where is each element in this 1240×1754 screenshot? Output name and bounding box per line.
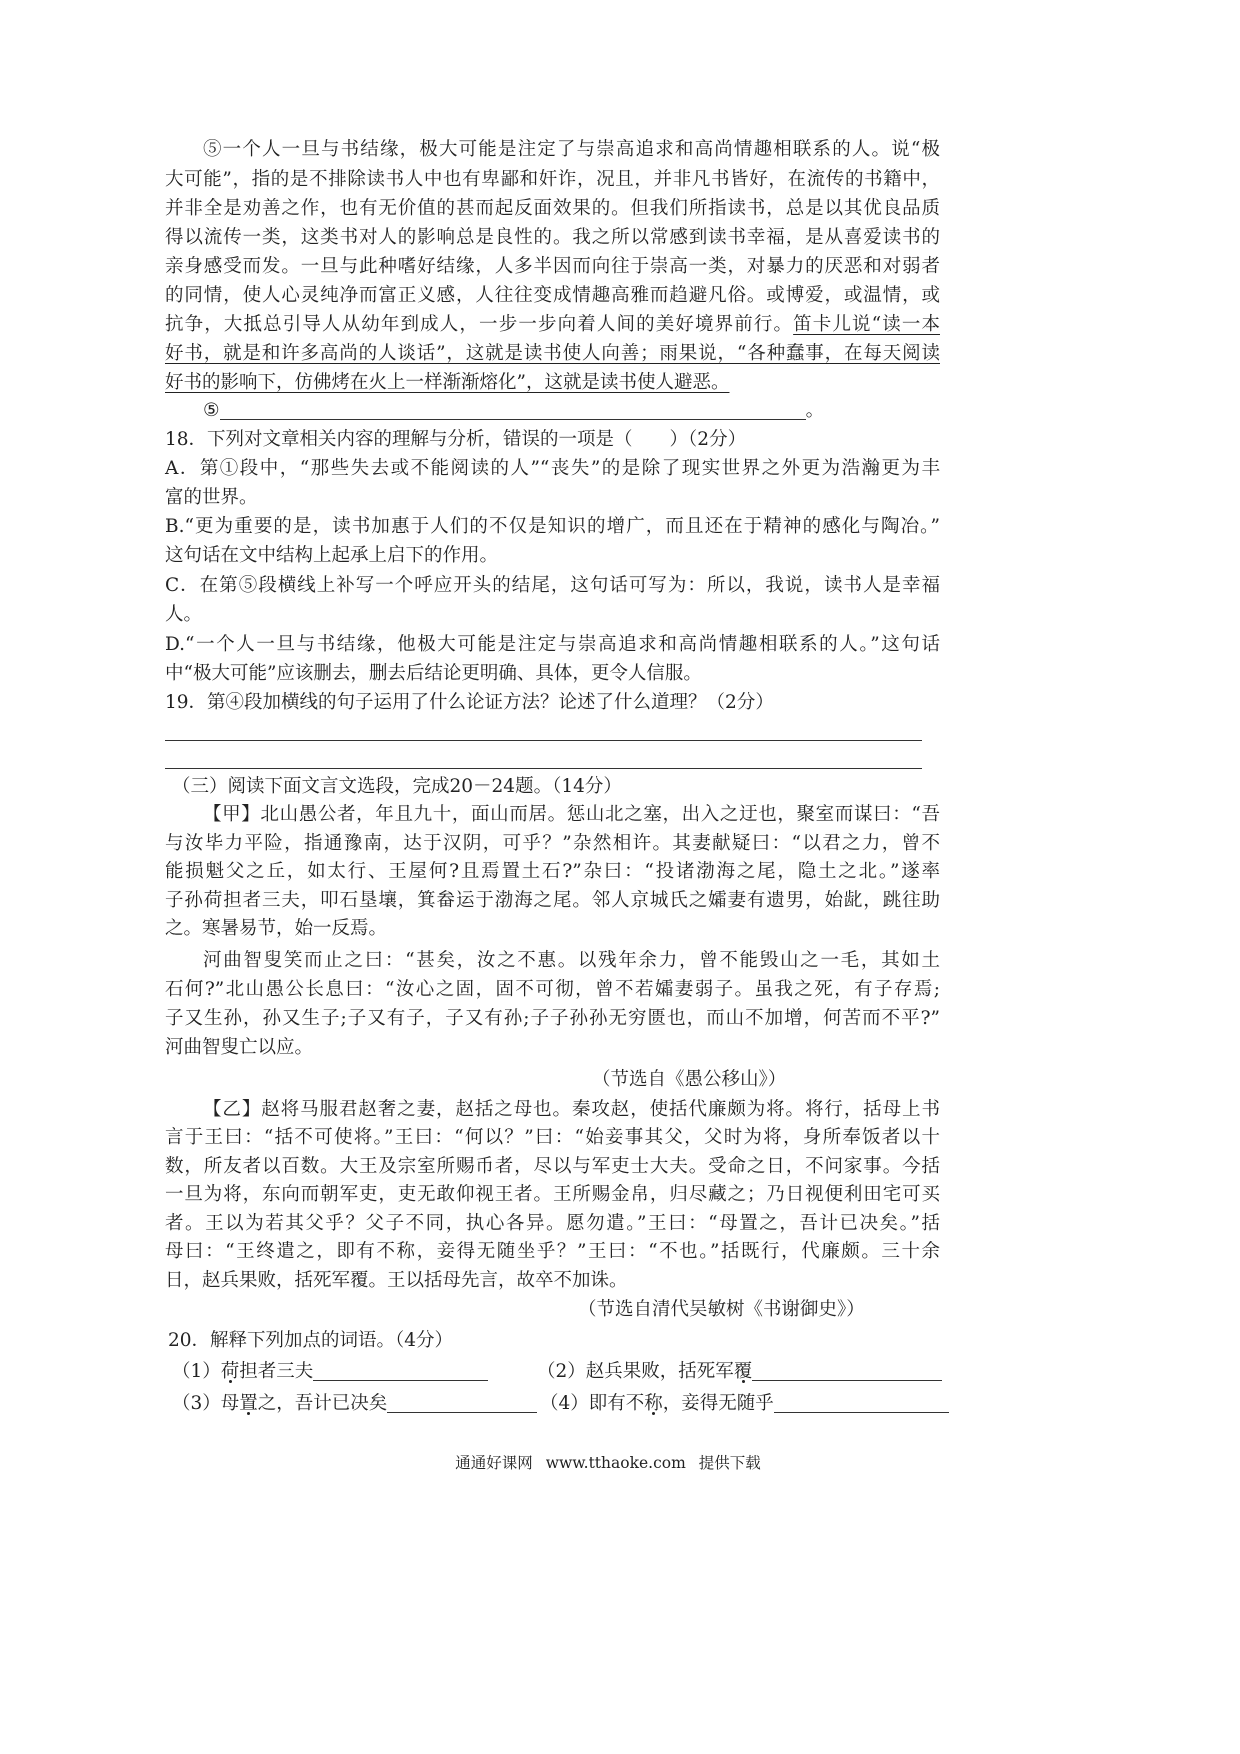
answer-line-2 xyxy=(165,768,922,769)
answer-blank-line xyxy=(774,1412,949,1413)
passage-jia-para2-line-4: 河曲智叟亡以应。 xyxy=(165,1037,314,1058)
question-18-option-b: B.“更为重要的是，读书加惠于人们的不仅是知识的增广，而且还在于精神的感化与陶冶。” xyxy=(165,516,940,537)
question-18-stem: 18．下列对文章相关内容的理解与分析，错误的一项是（ ）（2分） xyxy=(165,429,747,450)
paragraph-5-line-9 xyxy=(165,368,940,398)
question-18-option-d: D.“一个人一旦与书结缘，他极大可能是注定与崇高追求和高尚情趣相联系的人。”这句话 xyxy=(165,634,940,655)
question-20-item-1 xyxy=(172,1357,488,1387)
passage-yi-source: （节选自清代吴敏树《书谢御史》） xyxy=(578,1299,865,1320)
answer-blank-line xyxy=(220,419,806,420)
paragraph-5-line-8 xyxy=(165,339,940,369)
passage-yi-line-7: 日，赵兵果败，括死军覆。王以括母先言，故卒不加诛。 xyxy=(165,1270,628,1291)
question-20-item-4 xyxy=(540,1389,949,1419)
blank-marker: ⑤ xyxy=(203,400,220,421)
item-text: （2）赵兵果败，括死军 xyxy=(537,1361,734,1382)
underlined-sentence: 笛卡儿说“读一本 xyxy=(793,314,940,335)
dotted-character: 覆 xyxy=(733,1361,753,1382)
passage-jia-para2-line-2: 石何?”北山愚公长息曰：“汝心之固，固不可彻，曾不若孀妻弱子。虽我之死，有子存焉; xyxy=(165,979,940,1000)
dotted-character: 荷 xyxy=(220,1361,240,1382)
answer-blank-line xyxy=(387,1412,537,1413)
item-text: 担者三夫 xyxy=(239,1361,314,1382)
section-3-heading: （三）阅读下面文言文选段，完成20－24题。（14分） xyxy=(172,776,622,797)
paragraph-5-line-7 xyxy=(165,310,940,340)
passage-jia-para2-line-1: 河曲智叟笑而止之曰：“甚矣，汝之不惠。以残年余力，曾不能毁山之一毛，其如土 xyxy=(203,950,940,971)
question-20-stem: 20．解释下列加点的词语。（4分） xyxy=(168,1330,454,1351)
paragraph-5-line-4: 得以流传一类，这类书对人的影响总是良性的。我之所以常感到读书幸福，是从喜爱读书的 xyxy=(165,227,940,248)
passage-jia-line-2: 与汝毕力平险，指通豫南，达于汉阴，可乎？”杂然相许。其妻献疑曰：“以君之力，曾不 xyxy=(165,833,940,854)
underlined-sentence: 好书的影响下，仿佛烤在火上一样渐渐熔化”，这就是读书使人避恶。 xyxy=(165,372,730,393)
page-footer: 通通好课网 www.tthaoke.com 提供下载 xyxy=(455,1454,761,1472)
passage-jia-line-1: 【甲】北山愚公者，年且九十，面山而居。惩山北之塞，出入之迂也，聚室而谋曰：“吾 xyxy=(203,804,940,825)
question-18-option-a: A．第①段中，“那些失去或不能阅读的人”“丧失”的是除了现实世界之外更为浩瀚更为丰 xyxy=(165,458,940,479)
passage-jia-source: （节选自《愚公移山》） xyxy=(592,1069,787,1090)
answer-blank-line xyxy=(313,1380,488,1381)
question-18-option-d-cont: 中“极大可能”应该删去，删去后结论更明确、具体，更令人信服。 xyxy=(165,663,702,684)
item-text: （3）母 xyxy=(172,1393,240,1414)
underlined-sentence: 好书，就是和许多高尚的人谈话”，这就是读书使人向善；雨果说，“各种蠢事，在每天阅读 xyxy=(165,343,940,364)
item-text: ，妾得无随乎 xyxy=(662,1393,774,1414)
passage-jia-line-4: 子孙荷担者三夫，叩石垦壤，箕畚运于渤海之尾。邻人京城氏之孀妻有遗男，始龀，跳往助 xyxy=(165,890,940,911)
question-20-item-3 xyxy=(172,1389,537,1419)
passage-yi-line-2: 言于王曰：“括不可使将。”王曰：“何以？”曰：“始妾事其父，父时为将，身所奉饭者以十 xyxy=(165,1127,940,1148)
dotted-character: 称 xyxy=(644,1393,663,1414)
answer-line-1 xyxy=(165,740,922,741)
paragraph-5-line-1: ⑤一个人一旦与书结缘，极大可能是注定了与崇高追求和高尚情趣相联系的人。说“极 xyxy=(203,139,940,160)
passage-yi-line-5: 者。王以为若其父乎？父子不同，执心各异。愿勿遣。”王曰：“母置之，吾计已决矣。”括 xyxy=(165,1213,940,1234)
item-text: （4）即有不 xyxy=(540,1393,645,1414)
question-19-stem: 19．第④段加横线的句子运用了什么论证方法？论述了什么道理？（2分） xyxy=(165,692,774,713)
question-18-option-b-cont: 这句话在文中结构上起承上启下的作用。 xyxy=(165,545,499,566)
question-20-item-2 xyxy=(537,1357,942,1387)
passage-jia-para2-line-3: 子又生孙，孙又生子;子又有子，子又有孙;子子孙孙无穷匮也，而山不加增，何苦而不平?” xyxy=(165,1008,940,1029)
passage-yi-line-4: 一旦为将，东向而朝军吏，吏无敢仰视王者。王所赐金帛，归尽藏之；乃日视便利田宅可买 xyxy=(165,1184,940,1205)
passage-yi-line-1: 【乙】赵将马服君赵奢之妻，赵括之母也。秦攻赵，使括代廉颇为将。将行，括母上书 xyxy=(203,1099,940,1120)
dotted-character: 置 xyxy=(239,1393,258,1414)
paragraph-5-text: 抗争，大抵总引导人从幼年到成人，一步一步向着人间的美好境界前行。 xyxy=(165,314,794,335)
paragraph-5-line-5: 亲身感受而发。一旦与此种嗜好结缘，人多半因而向往于崇高一类，对暴力的厌恶和对弱者 xyxy=(165,256,940,277)
passage-jia-line-3: 能损魁父之丘，如太行、王屋何?且焉置土石?”杂曰：“投诸渤海之尾，隐土之北。”遂率 xyxy=(165,861,940,882)
item-text: （1） xyxy=(172,1361,221,1382)
passage-jia-line-5: 之。寒暑易节，始一反焉。 xyxy=(165,918,388,939)
question-18-option-c-cont: 人。 xyxy=(165,604,203,625)
question-18-option-c: C．在第⑤段横线上补写一个呼应开头的结尾，这句话可写为：所以，我说，读书人是幸福 xyxy=(165,575,940,596)
passage-yi-line-3: 数，所友者以百数。大王及宗室所赐币者，尽以与军吏士大夫。受命之日，不问家事。今括 xyxy=(165,1156,940,1177)
paragraph-5-fill-blank xyxy=(203,396,940,426)
answer-blank-line xyxy=(752,1380,942,1381)
paragraph-5-line-2: 大可能”，指的是不排除读书人中也有卑鄙和奸诈，况且，并非凡书皆好，在流传的书籍中， xyxy=(165,169,940,190)
question-18-option-a-cont: 富的世界。 xyxy=(165,487,258,508)
paragraph-5-line-6: 的同情，使人心灵纯净而富正义感，人往往变成情趣高雅而趋避凡俗。或博爱，或温情，或 xyxy=(165,285,940,306)
passage-yi-line-6: 母曰：“王终遣之，即有不称，妾得无随坐乎？”王曰：“不也。”括既行，代廉颇。三十余 xyxy=(165,1241,940,1262)
blank-end-punctuation: 。 xyxy=(805,400,825,421)
paragraph-5-line-3: 并非全是劝善之作，也有无价值的甚而起反面效果的。但我们所指读书，总是以其优良品质 xyxy=(165,198,940,219)
item-text: 之，吾计已决矣 xyxy=(257,1393,388,1414)
